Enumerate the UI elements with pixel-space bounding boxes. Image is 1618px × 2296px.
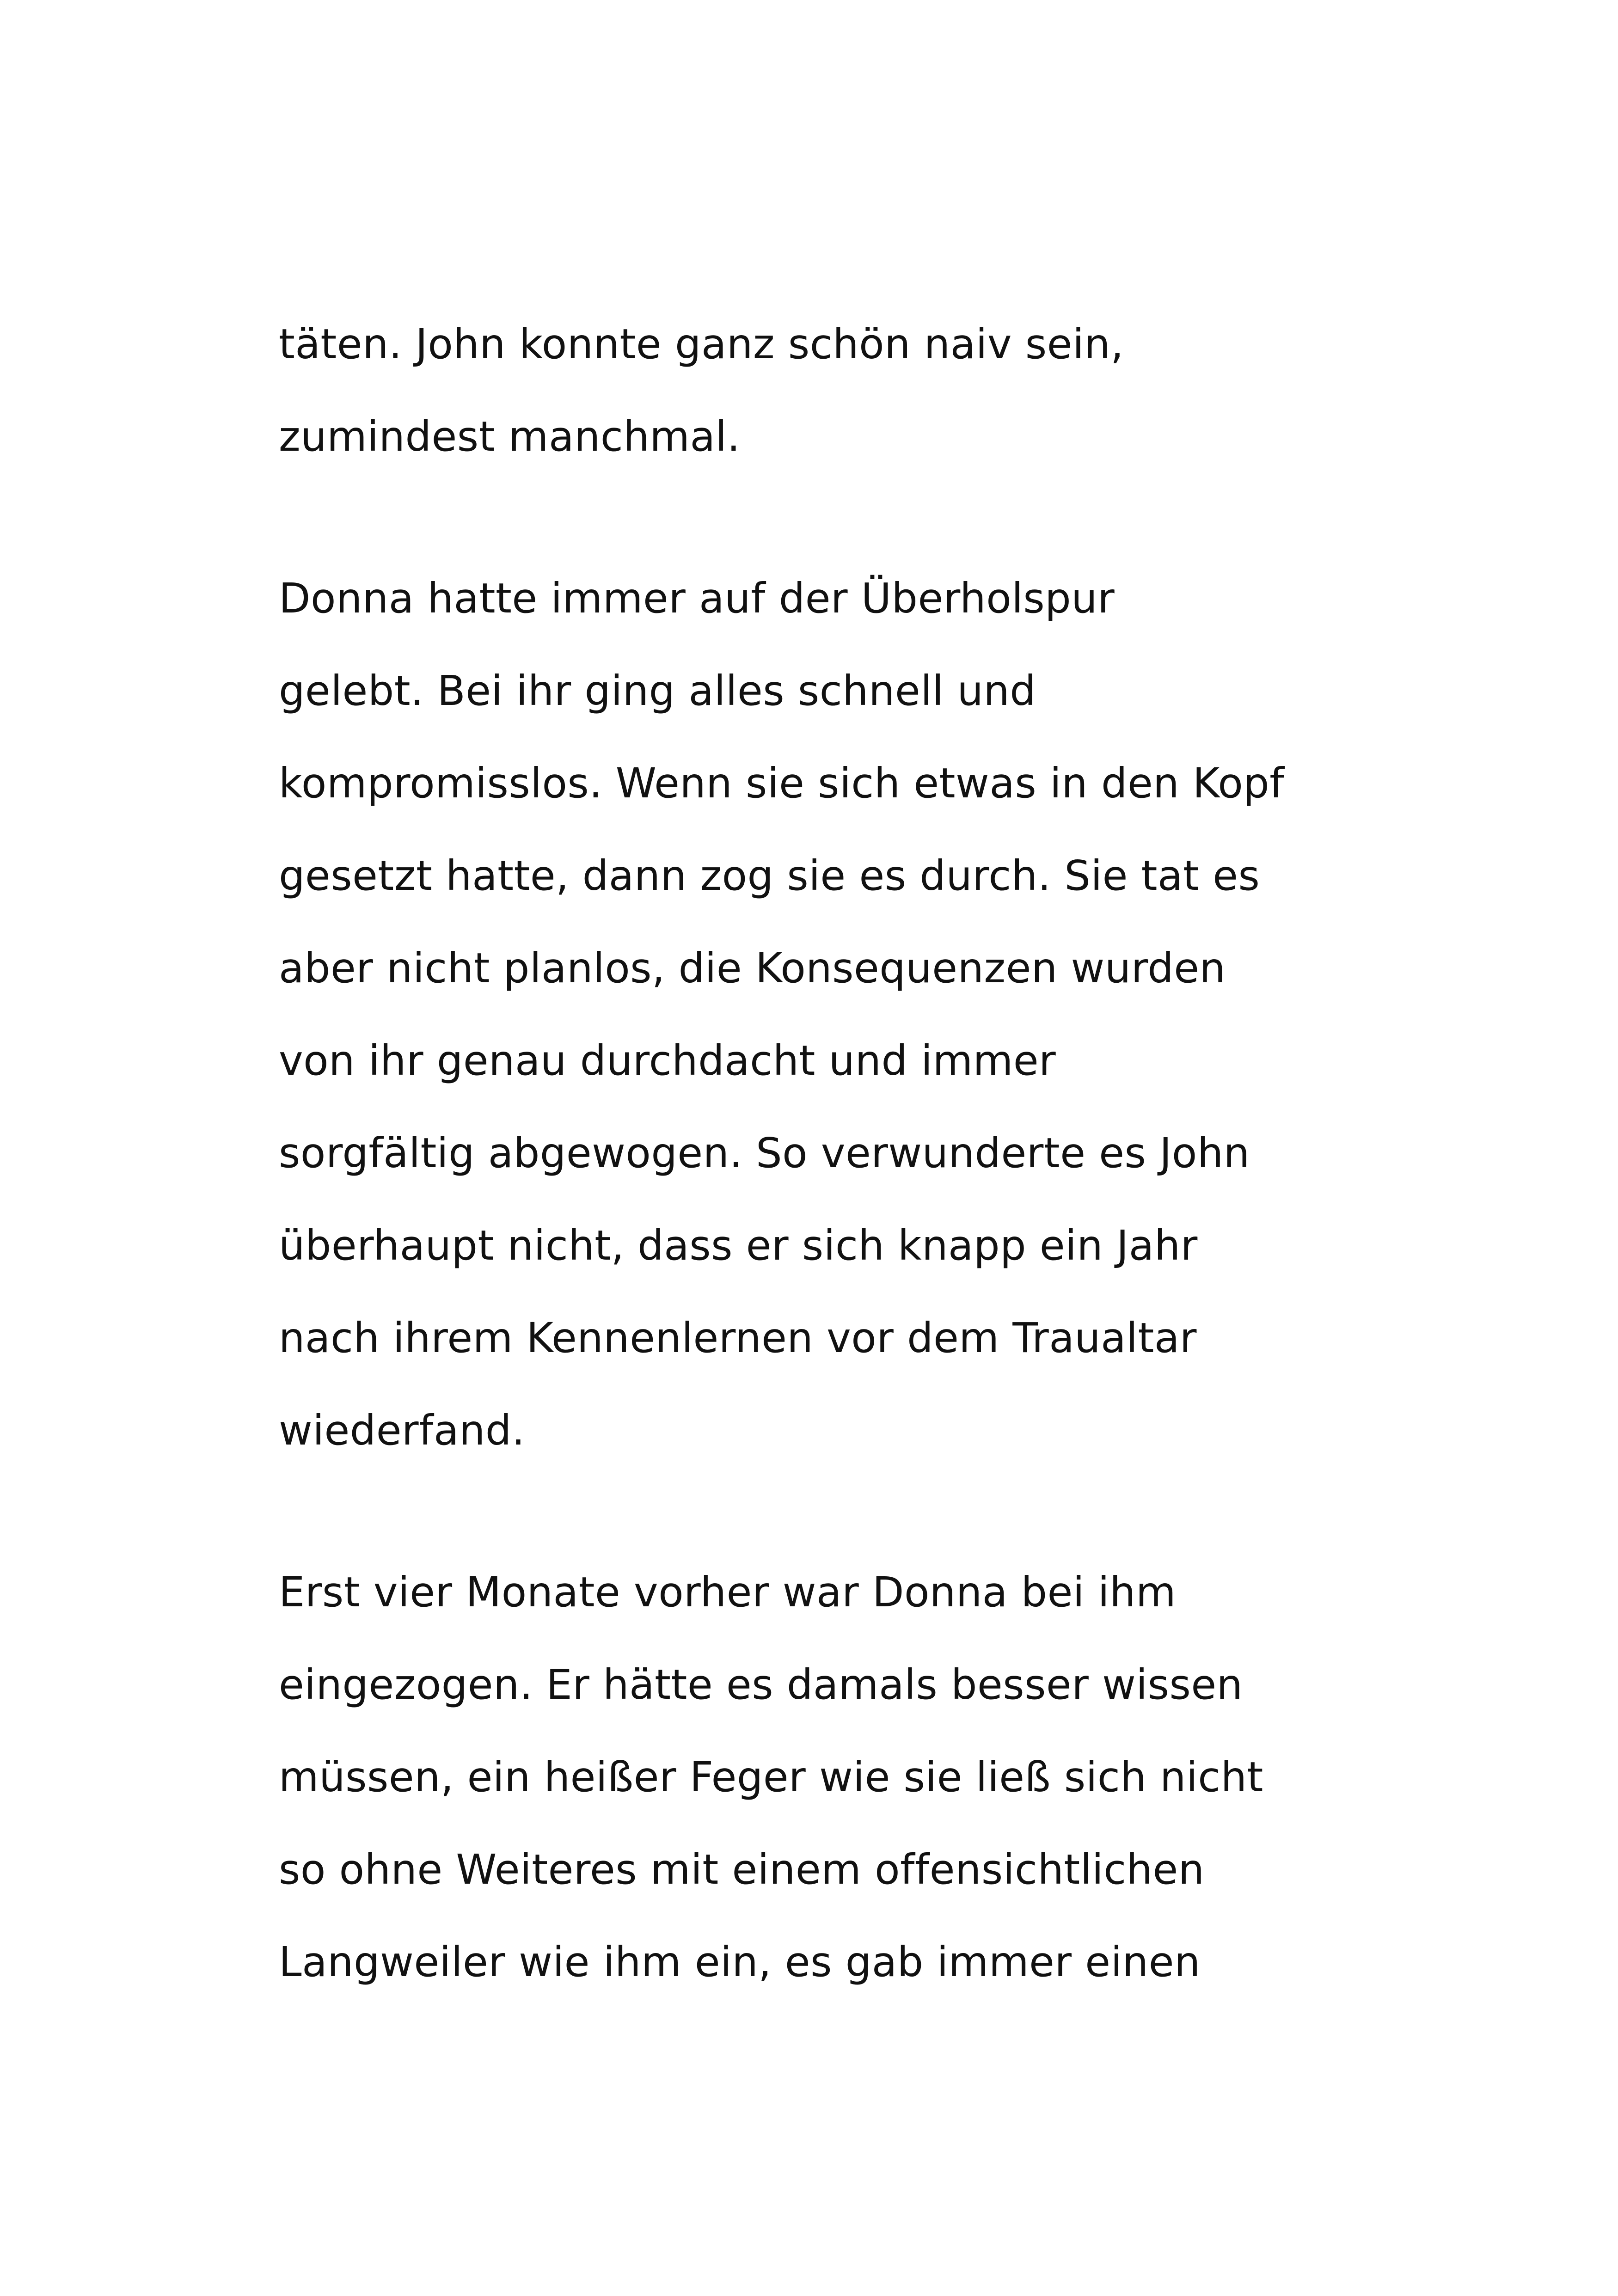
text-line: von ihr genau durchdacht und immer: [279, 1036, 1056, 1084]
text-line: täten. John konnte ganz schön naiv sein,: [279, 320, 1124, 368]
text-line: zumindest manchmal.: [279, 412, 741, 460]
text-line: Erst vier Monate vorher war Donna bei ihm: [279, 1568, 1177, 1616]
text-line: überhaupt nicht, dass er sich knapp ein Jahr: [279, 1221, 1198, 1269]
text-line: so ohne Weiteres mit einem offensichtlichen: [279, 1845, 1205, 1893]
text-line: nach ihrem Kennenlernen vor dem Traualtar: [279, 1314, 1197, 1362]
text-line: gelebt. Bei ihr ging alles schnell und: [279, 667, 1036, 715]
text-line: Langweiler wie ihm ein, es gab immer einen: [279, 1938, 1201, 1986]
text-line: aber nicht planlos, die Konsequenzen wurden: [279, 944, 1226, 992]
text-line: kompromisslos. Wenn sie sich etwas in den Kopf: [279, 759, 1285, 807]
text-line: wiederfand.: [279, 1406, 525, 1454]
text-line: eingezogen. Er hätte es damals besser wissen: [279, 1660, 1243, 1708]
text-line: gesetzt hatte, dann zog sie es durch. Sie tat es: [279, 851, 1260, 900]
text-line: müssen, ein heißer Feger wie sie ließ sich nicht: [279, 1753, 1263, 1801]
text-line: Donna hatte immer auf der Überholspur: [279, 574, 1115, 622]
text-line: sorgfältig abgewogen. So verwunderte es John: [279, 1129, 1250, 1177]
